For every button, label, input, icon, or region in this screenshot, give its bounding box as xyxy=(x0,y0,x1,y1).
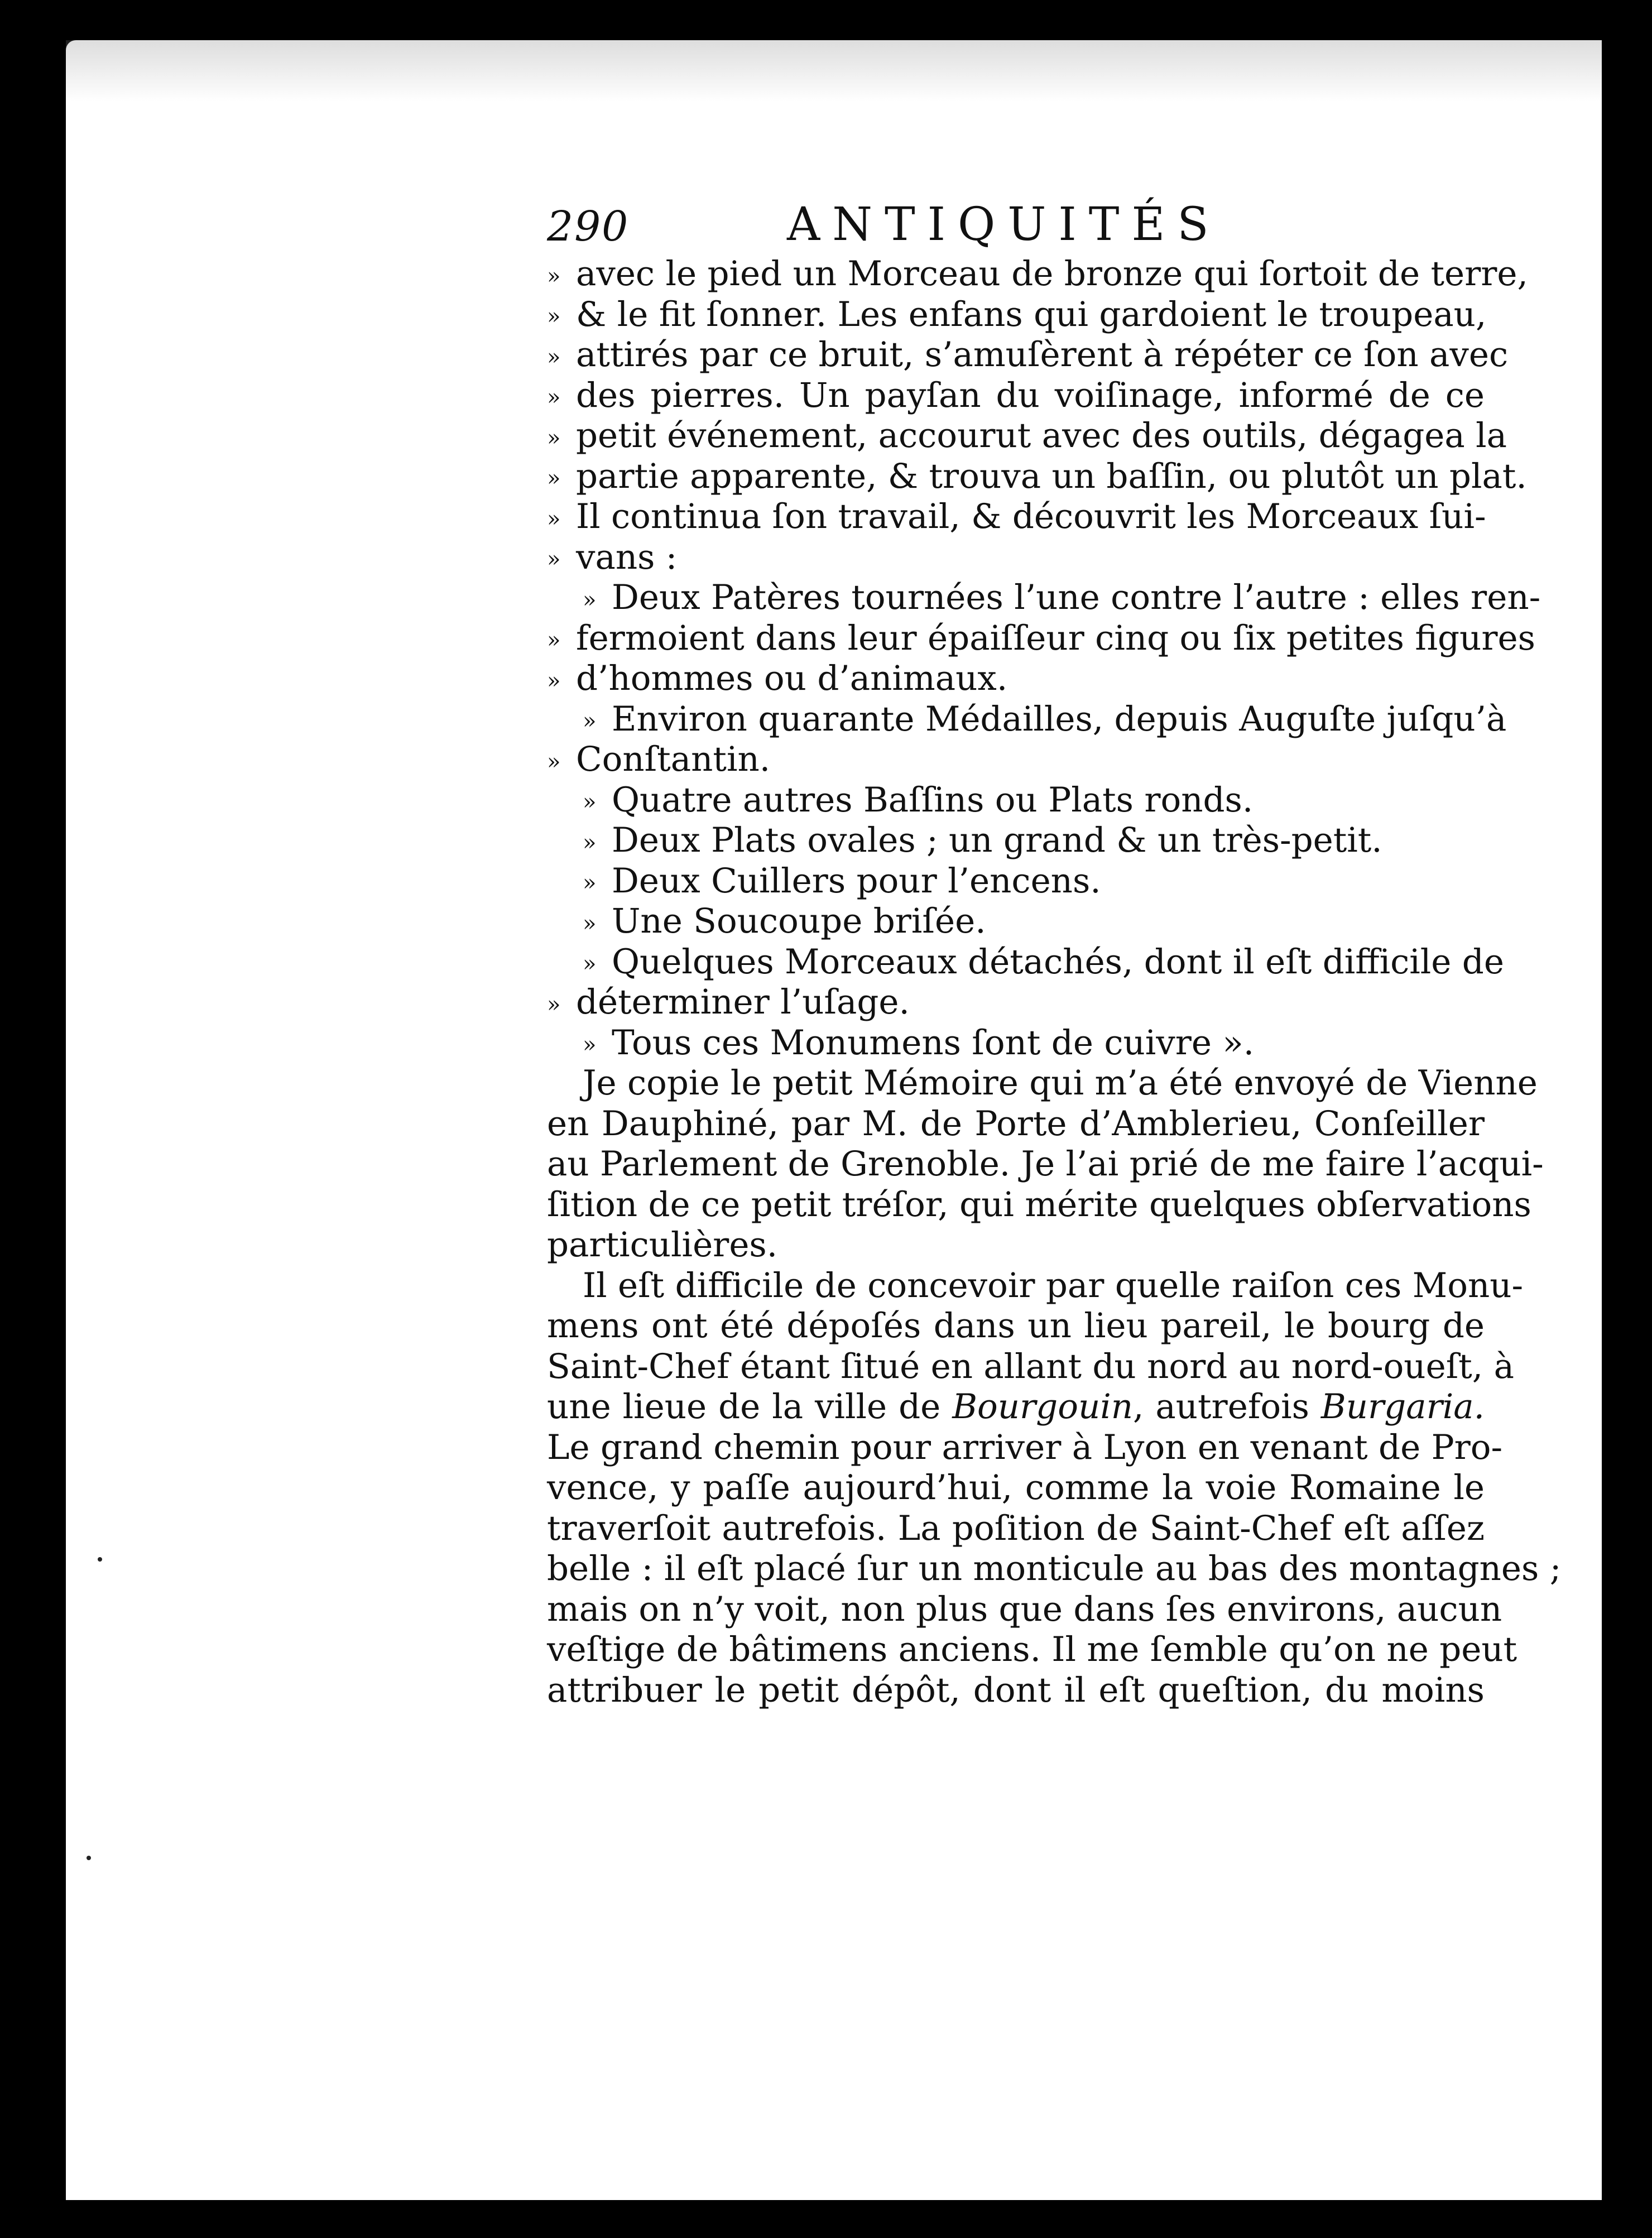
quote-mark: » xyxy=(547,425,561,451)
quote-mark: » xyxy=(583,587,597,613)
text-line: une lieue de la ville de Bourgouin, autrefois Burgaria. xyxy=(547,1387,1485,1427)
text-line: » Quatre autres Baſſins ou Plats ronds. xyxy=(547,780,1485,821)
text-line: » petit événement, accourut avec des outils, dégagea la xyxy=(547,416,1485,457)
text-line: » Conſtantin. xyxy=(547,739,1485,780)
text-line: » Il continua ſon travail, & découvrit les Morceaux ſui- xyxy=(547,497,1485,537)
quote-mark: » xyxy=(583,708,597,734)
text-line: traverſoit autrefois. La poſition de Saint-Chef eſt aſſez xyxy=(547,1508,1485,1548)
text-line: Je copie le petit Mémoire qui m’a été envoyé de Vienne xyxy=(583,1063,1538,1103)
text-line: » Une Soucoupe briſée. xyxy=(547,901,1485,942)
quote-mark: » xyxy=(547,263,561,289)
text-line: » déterminer l’uſage. xyxy=(547,982,1485,1023)
running-title: ANTIQUITÉS xyxy=(787,198,1221,251)
quote-mark: » xyxy=(583,789,597,815)
text-line: » Tous ces Monumens ſont de cuivre ». xyxy=(547,1023,1485,1064)
text-line: Le grand chemin pour arriver à Lyon en venant de Pro- xyxy=(547,1427,1503,1467)
text-line: veſtige de bâtimens anciens. Il me ſemble qu’on ne peut xyxy=(547,1630,1517,1669)
quote-mark: » xyxy=(547,465,561,492)
quote-mark: » xyxy=(547,991,561,1017)
text-line: » Environ quarante Médailles, depuis Auguſte juſqu’à xyxy=(547,699,1485,740)
quote-mark: » xyxy=(547,667,561,694)
quote-mark: » xyxy=(547,304,561,330)
quote-mark: » xyxy=(547,748,561,775)
scan-border xyxy=(1602,40,1652,2200)
text-line: Saint-Chef étant ſitué en allant du nord au nord-oueſt, à xyxy=(547,1346,1514,1386)
body-text xyxy=(547,254,1562,1711)
text-line: » Quelques Morceaux détachés, dont il eſt difficile de xyxy=(547,942,1485,983)
text-line: » avec le pied un Morceau de bronze qui ſortoit de terre, xyxy=(547,254,1485,295)
text-line: » & le fit ſonner. Les enfans qui gardoient le troupeau, xyxy=(547,295,1485,335)
text-line: » partie apparente, & trouva un baſſin, ou plutôt un plat. xyxy=(547,457,1485,497)
text-line: mais on n’y voit, non plus que dans ſes environs, aucun xyxy=(547,1589,1502,1629)
quote-mark: » xyxy=(583,951,597,977)
text-line: » Deux Cuillers pour l’encens. xyxy=(547,861,1485,902)
quote-mark: » xyxy=(583,1032,597,1058)
scan-shadow xyxy=(66,40,1623,102)
page-header xyxy=(547,198,1250,260)
scan-speck xyxy=(87,1856,91,1860)
text-line: mens ont été dépoſés dans un lieu pareil, le bourg de xyxy=(547,1306,1485,1346)
text-line: au Parlement de Grenoble. Je l’ai prié de me faire l’acqui- xyxy=(547,1144,1544,1184)
quote-mark: » xyxy=(583,870,597,896)
text-line: » des pierres. Un payſan du voiſinage, informé de ce xyxy=(547,376,1485,416)
quote-mark: » xyxy=(547,344,561,370)
text-line: ſition de ce petit tréſor, qui mérite quelques obſervations xyxy=(547,1184,1531,1224)
text-line: belle : il eſt placé ſur un monticule au bas des montagnes ; xyxy=(547,1549,1562,1588)
text-line: vence, y paſſe aujourd’hui, comme la voie Romaine le xyxy=(547,1468,1485,1507)
text-line: attribuer le petit dépôt, dont il eſt queſtion, du moins xyxy=(547,1670,1485,1710)
scan-speck xyxy=(98,1557,102,1562)
quote-mark: » xyxy=(547,627,561,654)
quote-mark: » xyxy=(583,910,597,936)
text-line: » Deux Plats ovales ; un grand & un très-petit. xyxy=(547,820,1485,861)
quote-mark: » xyxy=(547,385,561,411)
text-line: » fermoient dans leur épaiſſeur cinq ou ſix petites figures xyxy=(547,618,1485,659)
quote-mark: » xyxy=(583,829,597,856)
text-line: en Dauphiné, par M. de Porte d’Amblerieu, Conſeiller xyxy=(547,1103,1485,1144)
place-name-italic: Bourgouin xyxy=(952,1387,1134,1427)
quote-mark: » xyxy=(547,506,561,532)
quote-mark: » xyxy=(547,546,561,573)
text-line: » Deux Patères tournées l’une contre l’autre : elles ren- xyxy=(547,578,1485,618)
page-number: 290 xyxy=(547,203,630,251)
text-line: » vans : xyxy=(547,537,1485,578)
text-line: » attirés par ce bruit, s’amuſèrent à répéter ce ſon avec xyxy=(547,335,1485,376)
text-line: Il eſt difficile de concevoir par quelle raiſon ces Monu- xyxy=(583,1265,1524,1305)
text-line: particulières. xyxy=(547,1225,778,1265)
text-line: » d’hommes ou d’animaux. xyxy=(547,659,1485,699)
place-name-italic: Burgaria. xyxy=(1320,1387,1485,1427)
